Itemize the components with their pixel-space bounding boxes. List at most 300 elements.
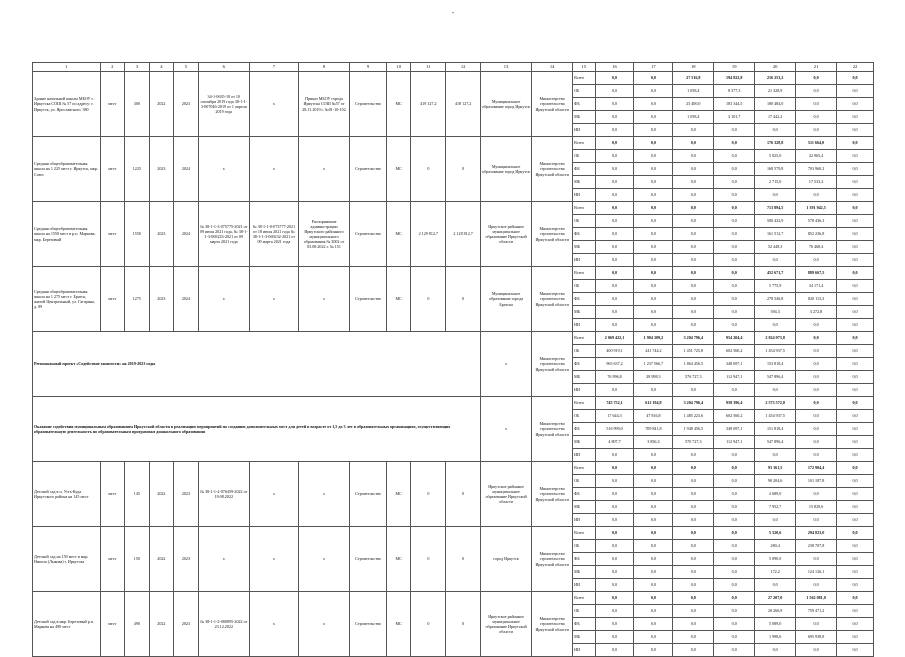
fin-value: 0,0	[714, 384, 755, 397]
fin-value: 547 896,4	[755, 371, 796, 384]
unit: мест	[100, 137, 125, 202]
fin-value: 0,0	[595, 579, 634, 592]
fin-value: 0,0	[837, 319, 874, 332]
fin-value: 0,0	[634, 254, 673, 267]
fund-code: МБ	[573, 436, 596, 449]
fin-value: 0,0	[837, 137, 874, 150]
document-1: х	[198, 527, 249, 592]
fin-value: 0,0	[796, 410, 837, 423]
fin-value: 153 818,4	[755, 358, 796, 371]
fin-value: 0,0	[714, 527, 755, 540]
start-year: 2022	[149, 72, 174, 137]
fin-value: 172 904,4	[796, 462, 837, 475]
government-body: Министерство строительства Иркутской области	[532, 72, 573, 137]
fin-value: 0,0	[595, 241, 634, 254]
document-3: х	[298, 267, 349, 332]
customer: Иркутское районное муниципальное образование Иркутской области	[481, 202, 532, 267]
fin-value: 602 560,2	[714, 345, 755, 358]
fin-value: 161 512,7	[755, 228, 796, 241]
column-number: 10	[386, 63, 411, 72]
fin-value: 0,0	[796, 553, 837, 566]
fin-value: 570 727,3	[673, 436, 714, 449]
fin-value: 0,0	[837, 202, 874, 215]
fin-value: 0,0	[634, 631, 673, 644]
fin-value: 76 996,8	[595, 371, 634, 384]
work-type: Строительство	[350, 462, 387, 527]
fin-value: 90 204,6	[755, 475, 796, 488]
cost-estimate: 0	[411, 527, 446, 592]
cost-remaining: 418 127,2	[446, 72, 481, 137]
fin-value: 0,0	[595, 72, 634, 85]
fin-value: 0,0	[796, 85, 837, 98]
ownership: МС	[386, 592, 411, 657]
fin-value: 958 396,4	[714, 397, 755, 410]
fund-code: ИИ	[573, 384, 596, 397]
fin-value: 1 562 081,0	[796, 592, 837, 605]
fin-value: 1 485 223,6	[673, 410, 714, 423]
fin-value: 0,0	[796, 189, 837, 202]
fund-code: МБ	[573, 501, 596, 514]
object-row	[33, 202, 874, 215]
column-number: 17	[634, 63, 673, 72]
government-body: Министерство строительства Иркутской области	[532, 137, 573, 202]
fin-value: 0,0	[714, 306, 755, 319]
fin-value: 0,0	[837, 592, 874, 605]
document-1: № 38-1-1-2-080895-2022 от 23.12.2022	[198, 592, 249, 657]
document-2: № 38-1-1-0-073777-2021 от 18 июля 2021 года № 38-1-1-3-069232-2021 от 09 марта 2021 года	[249, 202, 298, 267]
fin-value: 0,0	[673, 384, 714, 397]
fin-value: 612 194,8	[634, 397, 673, 410]
column-number: 15	[573, 63, 596, 72]
fin-value: 183 344,5	[714, 98, 755, 111]
fin-value: 0,0	[673, 618, 714, 631]
fin-value: 0,0	[714, 449, 755, 462]
fin-value: 28 998,3	[634, 371, 673, 384]
fin-value: 0,0	[714, 579, 755, 592]
fin-value: 0,0	[634, 449, 673, 462]
fin-value: 0,0	[714, 163, 755, 176]
cost-estimate: 0	[411, 462, 446, 527]
fin-value: 0,0	[673, 475, 714, 488]
document-3: х	[298, 462, 349, 527]
fin-value: 0,0	[837, 267, 874, 280]
fin-value: 1 391 942,5	[796, 202, 837, 215]
fin-value: 0,0	[837, 501, 874, 514]
fin-value: 0,0	[673, 644, 714, 657]
fin-value: 0,0	[595, 475, 634, 488]
fin-value: 0,0	[714, 241, 755, 254]
fin-value: 0,0	[595, 384, 634, 397]
fin-value: 0,0	[634, 306, 673, 319]
fin-value: 0,0	[755, 254, 796, 267]
fund-code: МБ	[573, 176, 596, 189]
document-1: № 38-1-1-2-076459-2022 от 19.08.2022	[198, 462, 249, 527]
fin-value: 5 025,0	[755, 150, 796, 163]
fin-value: 852 236,8	[796, 228, 837, 241]
fin-value: 0,0	[837, 215, 874, 228]
fin-value: 0,0	[837, 163, 874, 176]
fin-value: 0,0	[837, 644, 874, 657]
fin-value: 3 204 796,4	[673, 397, 714, 410]
document-1: х	[198, 267, 249, 332]
fin-value: 4 807,7	[595, 436, 634, 449]
end-year: 2023	[174, 462, 199, 527]
government-body: Министерство строительства Иркутской области	[532, 267, 573, 332]
object-name: Детский сад в п. Усть-Куда Иркутского района на 145 мест	[33, 462, 101, 527]
fin-value: 0,0	[714, 280, 755, 293]
fin-value: 0,0	[714, 215, 755, 228]
fin-value: 0,0	[714, 631, 755, 644]
fin-value: 0,0	[673, 501, 714, 514]
fin-value: 0,0	[595, 98, 634, 111]
fund-code: ИИ	[573, 579, 596, 592]
fund-code: Всего	[573, 72, 596, 85]
cost-estimate: 2 129 812,7	[411, 202, 446, 267]
capacity: 145	[125, 462, 150, 527]
government-body: Министерство строительства Иркутской области	[532, 527, 573, 592]
fin-value: 1 864 456,5	[673, 358, 714, 371]
fin-value: 0,0	[634, 293, 673, 306]
fin-value: 0,0	[673, 462, 714, 475]
fin-value: 0,0	[595, 215, 634, 228]
fin-value: 0,0	[634, 592, 673, 605]
column-number: 18	[673, 63, 714, 72]
fin-value: 124 126,1	[796, 566, 837, 579]
capacity: 490	[125, 592, 150, 657]
fin-value: 0,0	[837, 293, 874, 306]
fin-value: 0,0	[595, 631, 634, 644]
fund-code: МБ	[573, 631, 596, 644]
cost-remaining: 0	[446, 527, 481, 592]
fund-code: ИИ	[573, 514, 596, 527]
column-number: 6	[198, 63, 249, 72]
fin-value: 0,0	[595, 462, 634, 475]
column-number: 22	[837, 63, 874, 72]
object-row	[33, 137, 874, 150]
fin-value: 0,0	[796, 332, 837, 345]
fin-value: 0,0	[714, 124, 755, 137]
fin-value: 0,0	[595, 267, 634, 280]
fin-value: 0,0	[714, 618, 755, 631]
fin-value: 0,0	[714, 254, 755, 267]
capacity: 1275	[125, 267, 150, 332]
fin-value: 394,3	[755, 306, 796, 319]
fin-value: 0,0	[796, 514, 837, 527]
summary-title: Оказание содействия муниципальным образованиям Иркутской области в реализации мероприятий по созданию дополнительных мест для детей в возрасте от 1,5 до 3 лет в образовательных организациях, осуществляющих образовательную деятельность по образовательным программам дошкольного образования	[33, 397, 481, 462]
fin-value: 0,0	[837, 384, 874, 397]
document-2: х	[249, 527, 298, 592]
fund-code: ИИ	[573, 449, 596, 462]
fin-value: 0,0	[595, 85, 634, 98]
column-number: 5	[174, 63, 199, 72]
fin-value: 0,0	[796, 384, 837, 397]
fund-code: МБ	[573, 111, 596, 124]
object-row	[33, 267, 874, 280]
fin-value: 0,0	[837, 605, 874, 618]
fin-value: 602 560,2	[714, 410, 755, 423]
fin-value: 0,0	[595, 280, 634, 293]
fund-code: Всего	[573, 462, 596, 475]
fin-value: 0,0	[837, 345, 874, 358]
fin-value: 1 998,6	[755, 631, 796, 644]
cost-remaining: 0	[446, 137, 481, 202]
register-table	[32, 62, 874, 657]
fin-value: 0,0	[796, 254, 837, 267]
capacity: 1550	[125, 202, 150, 267]
fin-value: 0,0	[837, 397, 874, 410]
document-2: х	[249, 462, 298, 527]
fin-value: 0,0	[796, 72, 837, 85]
ownership: МС	[386, 462, 411, 527]
column-number: 4	[149, 63, 174, 72]
fin-value: 0,0	[837, 527, 874, 540]
fin-value: 0,0	[837, 228, 874, 241]
fin-value: 0,0	[634, 85, 673, 98]
object-row	[33, 72, 874, 85]
customer: город Иркутск	[481, 527, 532, 592]
summary-row	[33, 397, 874, 410]
summary-mark: х	[481, 397, 532, 462]
fin-value: 0,0	[673, 176, 714, 189]
fin-value: 17 644,3	[595, 410, 634, 423]
fin-value: 0,0	[714, 566, 755, 579]
fin-value: 889 667,5	[796, 267, 837, 280]
fin-value: 0,0	[595, 540, 634, 553]
fin-value: 0,0	[837, 488, 874, 501]
fin-value: 0,0	[714, 150, 755, 163]
fund-code: ФБ	[573, 553, 596, 566]
column-number: 13	[481, 63, 532, 72]
fin-value: 349 697,1	[714, 423, 755, 436]
fund-code: ФБ	[573, 358, 596, 371]
document-1: х	[198, 137, 249, 202]
fin-value: 0,0	[837, 436, 874, 449]
work-type: Строительство	[350, 202, 387, 267]
fin-value: 0,0	[634, 150, 673, 163]
fin-value: 0,0	[595, 592, 634, 605]
fin-value: 0,0	[634, 111, 673, 124]
fin-value: 0,0	[837, 371, 874, 384]
document-2: х	[249, 592, 298, 657]
fin-value: 0,0	[796, 98, 837, 111]
fund-code: МБ	[573, 566, 596, 579]
column-number: 2	[100, 63, 125, 72]
document-2: х	[249, 267, 298, 332]
column-number: 12	[446, 63, 481, 72]
fin-value: 0,0	[673, 189, 714, 202]
fin-value: 1 904 309,2	[634, 332, 673, 345]
fin-value: 0,0	[673, 540, 714, 553]
fund-code: Всего	[573, 592, 596, 605]
fin-value: 0,0	[634, 488, 673, 501]
fund-code: ОБ	[573, 85, 596, 98]
fin-value: 0,0	[673, 150, 714, 163]
fin-value: 2 689,0	[755, 488, 796, 501]
fin-value: 0,0	[634, 527, 673, 540]
fin-value: 0,0	[755, 449, 796, 462]
fin-value: 0,0	[837, 98, 874, 111]
fin-value: 0,0	[837, 553, 874, 566]
fin-value: 0,0	[595, 124, 634, 137]
fin-value: 0,0	[673, 553, 714, 566]
customer: Иркутское районное муниципальное образование Иркутской области	[481, 462, 532, 527]
fin-value: 112 947,1	[714, 371, 755, 384]
column-number: 21	[796, 63, 837, 72]
fin-value: 0,0	[837, 475, 874, 488]
start-year: 2023	[149, 267, 174, 332]
fin-value: 759 471,2	[796, 605, 837, 618]
fin-value: 0,0	[796, 436, 837, 449]
document-3: Распоряжение администрации Иркутского районного муниципального образования № 3002 от 03.08.2022 г. № 151	[298, 202, 349, 267]
fin-value: 400 919,1	[595, 345, 634, 358]
column-number: 11	[411, 63, 446, 72]
fin-value: 452 671,7	[755, 267, 796, 280]
fin-value: 52 448,3	[755, 241, 796, 254]
fin-value: 0,0	[595, 189, 634, 202]
fin-value: 5 775,9	[755, 280, 796, 293]
fin-value: 0,0	[634, 384, 673, 397]
fin-value: 0,0	[673, 137, 714, 150]
fin-value: 0,0	[837, 410, 874, 423]
fin-value: 0,0	[755, 384, 796, 397]
fin-value: 0,0	[595, 605, 634, 618]
fin-value: 0,0	[673, 293, 714, 306]
fin-value: 0,0	[796, 358, 837, 371]
unit: мест	[100, 592, 125, 657]
page-mark: "	[452, 12, 455, 18]
fin-value: 194 822,8	[714, 72, 755, 85]
fin-value: 0,0	[595, 176, 634, 189]
fin-value: 0,0	[634, 163, 673, 176]
fin-value: 0,0	[714, 189, 755, 202]
fin-value: 0,0	[837, 241, 874, 254]
column-number: 9	[350, 63, 387, 72]
end-year: 2024	[174, 137, 199, 202]
object-row	[33, 592, 874, 605]
fin-value: 0,0	[837, 423, 874, 436]
fund-code: ФБ	[573, 98, 596, 111]
fin-value: 0,0	[796, 579, 837, 592]
fin-value: 0,0	[634, 605, 673, 618]
document-1: № 38-1-1-3-075775-2021 от 09 июля 2021 года, № 38-1-1-3-069223-2021 от 09 марта 2021 года	[198, 202, 249, 267]
fin-value: 0,0	[595, 449, 634, 462]
fin-value: 8 377,3	[714, 85, 755, 98]
fin-value: 0,0	[837, 462, 874, 475]
fin-value: 348 697,1	[714, 358, 755, 371]
fin-value: 0,0	[634, 644, 673, 657]
fin-value: 17 533,2	[796, 176, 837, 189]
government-body: Министерство строительства Иркутской области	[532, 592, 573, 657]
fin-value: 0,0	[634, 241, 673, 254]
fin-value: 0,0	[837, 111, 874, 124]
fin-value: 0,0	[837, 449, 874, 462]
summary-row	[33, 332, 874, 345]
fin-value: 2 069 422,1	[595, 332, 634, 345]
ownership: МС	[386, 527, 411, 592]
fin-value: 0,0	[714, 553, 755, 566]
fin-value: 17 442,2	[755, 111, 796, 124]
fin-value: 20 266,9	[755, 605, 796, 618]
fin-value: 713 894,5	[755, 202, 796, 215]
fin-value: 511 664,0	[796, 137, 837, 150]
fin-value: 0,0	[634, 176, 673, 189]
fin-value: 0,0	[837, 85, 874, 98]
fund-code: Всего	[573, 397, 596, 410]
fin-value: 0,0	[714, 228, 755, 241]
fin-value: 0,0	[595, 527, 634, 540]
fund-code: ФБ	[573, 293, 596, 306]
end-year: 2023	[174, 527, 199, 592]
fin-value: 0,0	[634, 267, 673, 280]
fin-value: 0,0	[837, 150, 874, 163]
government-body: Министерство строительства Иркутской области	[532, 462, 573, 527]
fin-value: 0,0	[634, 215, 673, 228]
fin-value: 0,0	[714, 644, 755, 657]
fin-value: 0,0	[837, 514, 874, 527]
fund-code: МБ	[573, 306, 596, 319]
fin-value: 745 752,1	[595, 397, 634, 410]
fin-value: 0,0	[634, 553, 673, 566]
fin-value: 0,0	[634, 566, 673, 579]
fin-value: 576 727,3	[673, 371, 714, 384]
fin-value: 5 089,0	[755, 618, 796, 631]
fin-value: 0,0	[673, 566, 714, 579]
fin-value: 547 896,4	[755, 436, 796, 449]
government-body: Министерство строительства Иркутской области	[532, 332, 573, 397]
fin-value: 0,0	[837, 566, 874, 579]
fin-value: 0,0	[673, 202, 714, 215]
fin-value: 0,0	[595, 228, 634, 241]
fin-value: 25 400,0	[673, 98, 714, 111]
fin-value: 0,0	[714, 592, 755, 605]
fin-value: 0,0	[634, 475, 673, 488]
fin-value: 0,0	[634, 280, 673, 293]
fin-value: 0,0	[673, 124, 714, 137]
document-3: х	[298, 592, 349, 657]
fund-code: ИИ	[573, 124, 596, 137]
fin-value: 0,0	[796, 345, 837, 358]
fin-value: 0,0	[595, 306, 634, 319]
fin-value: 0,0	[755, 319, 796, 332]
end-year: 2024	[174, 267, 199, 332]
fin-value: 0,0	[837, 254, 874, 267]
cost-estimate: 0	[411, 137, 446, 202]
fin-value: 0,0	[714, 267, 755, 280]
fin-value: 0,0	[595, 488, 634, 501]
fin-value: 0,0	[595, 319, 634, 332]
fin-value: 0,0	[673, 280, 714, 293]
fin-value: 0,0	[755, 124, 796, 137]
fin-value: 0,0	[714, 605, 755, 618]
fund-code: ОБ	[573, 215, 596, 228]
object-row	[33, 462, 874, 475]
fund-code: ФБ	[573, 618, 596, 631]
fin-value: 216 253,2	[755, 72, 796, 85]
fin-value: 0,0	[714, 319, 755, 332]
ownership: МС	[386, 267, 411, 332]
fund-code: ФБ	[573, 488, 596, 501]
fin-value: 238 707,8	[796, 540, 837, 553]
fin-value: 241 744,2	[634, 345, 673, 358]
fin-value: 0,0	[634, 462, 673, 475]
fin-value: 76 468,4	[796, 241, 837, 254]
fin-value: 0,0	[673, 306, 714, 319]
fin-value: 0,0	[755, 644, 796, 657]
fin-value: 3 272,8	[796, 306, 837, 319]
fin-value: 0,0	[595, 150, 634, 163]
fund-code: ОБ	[573, 345, 596, 358]
start-year: 2023	[149, 202, 174, 267]
